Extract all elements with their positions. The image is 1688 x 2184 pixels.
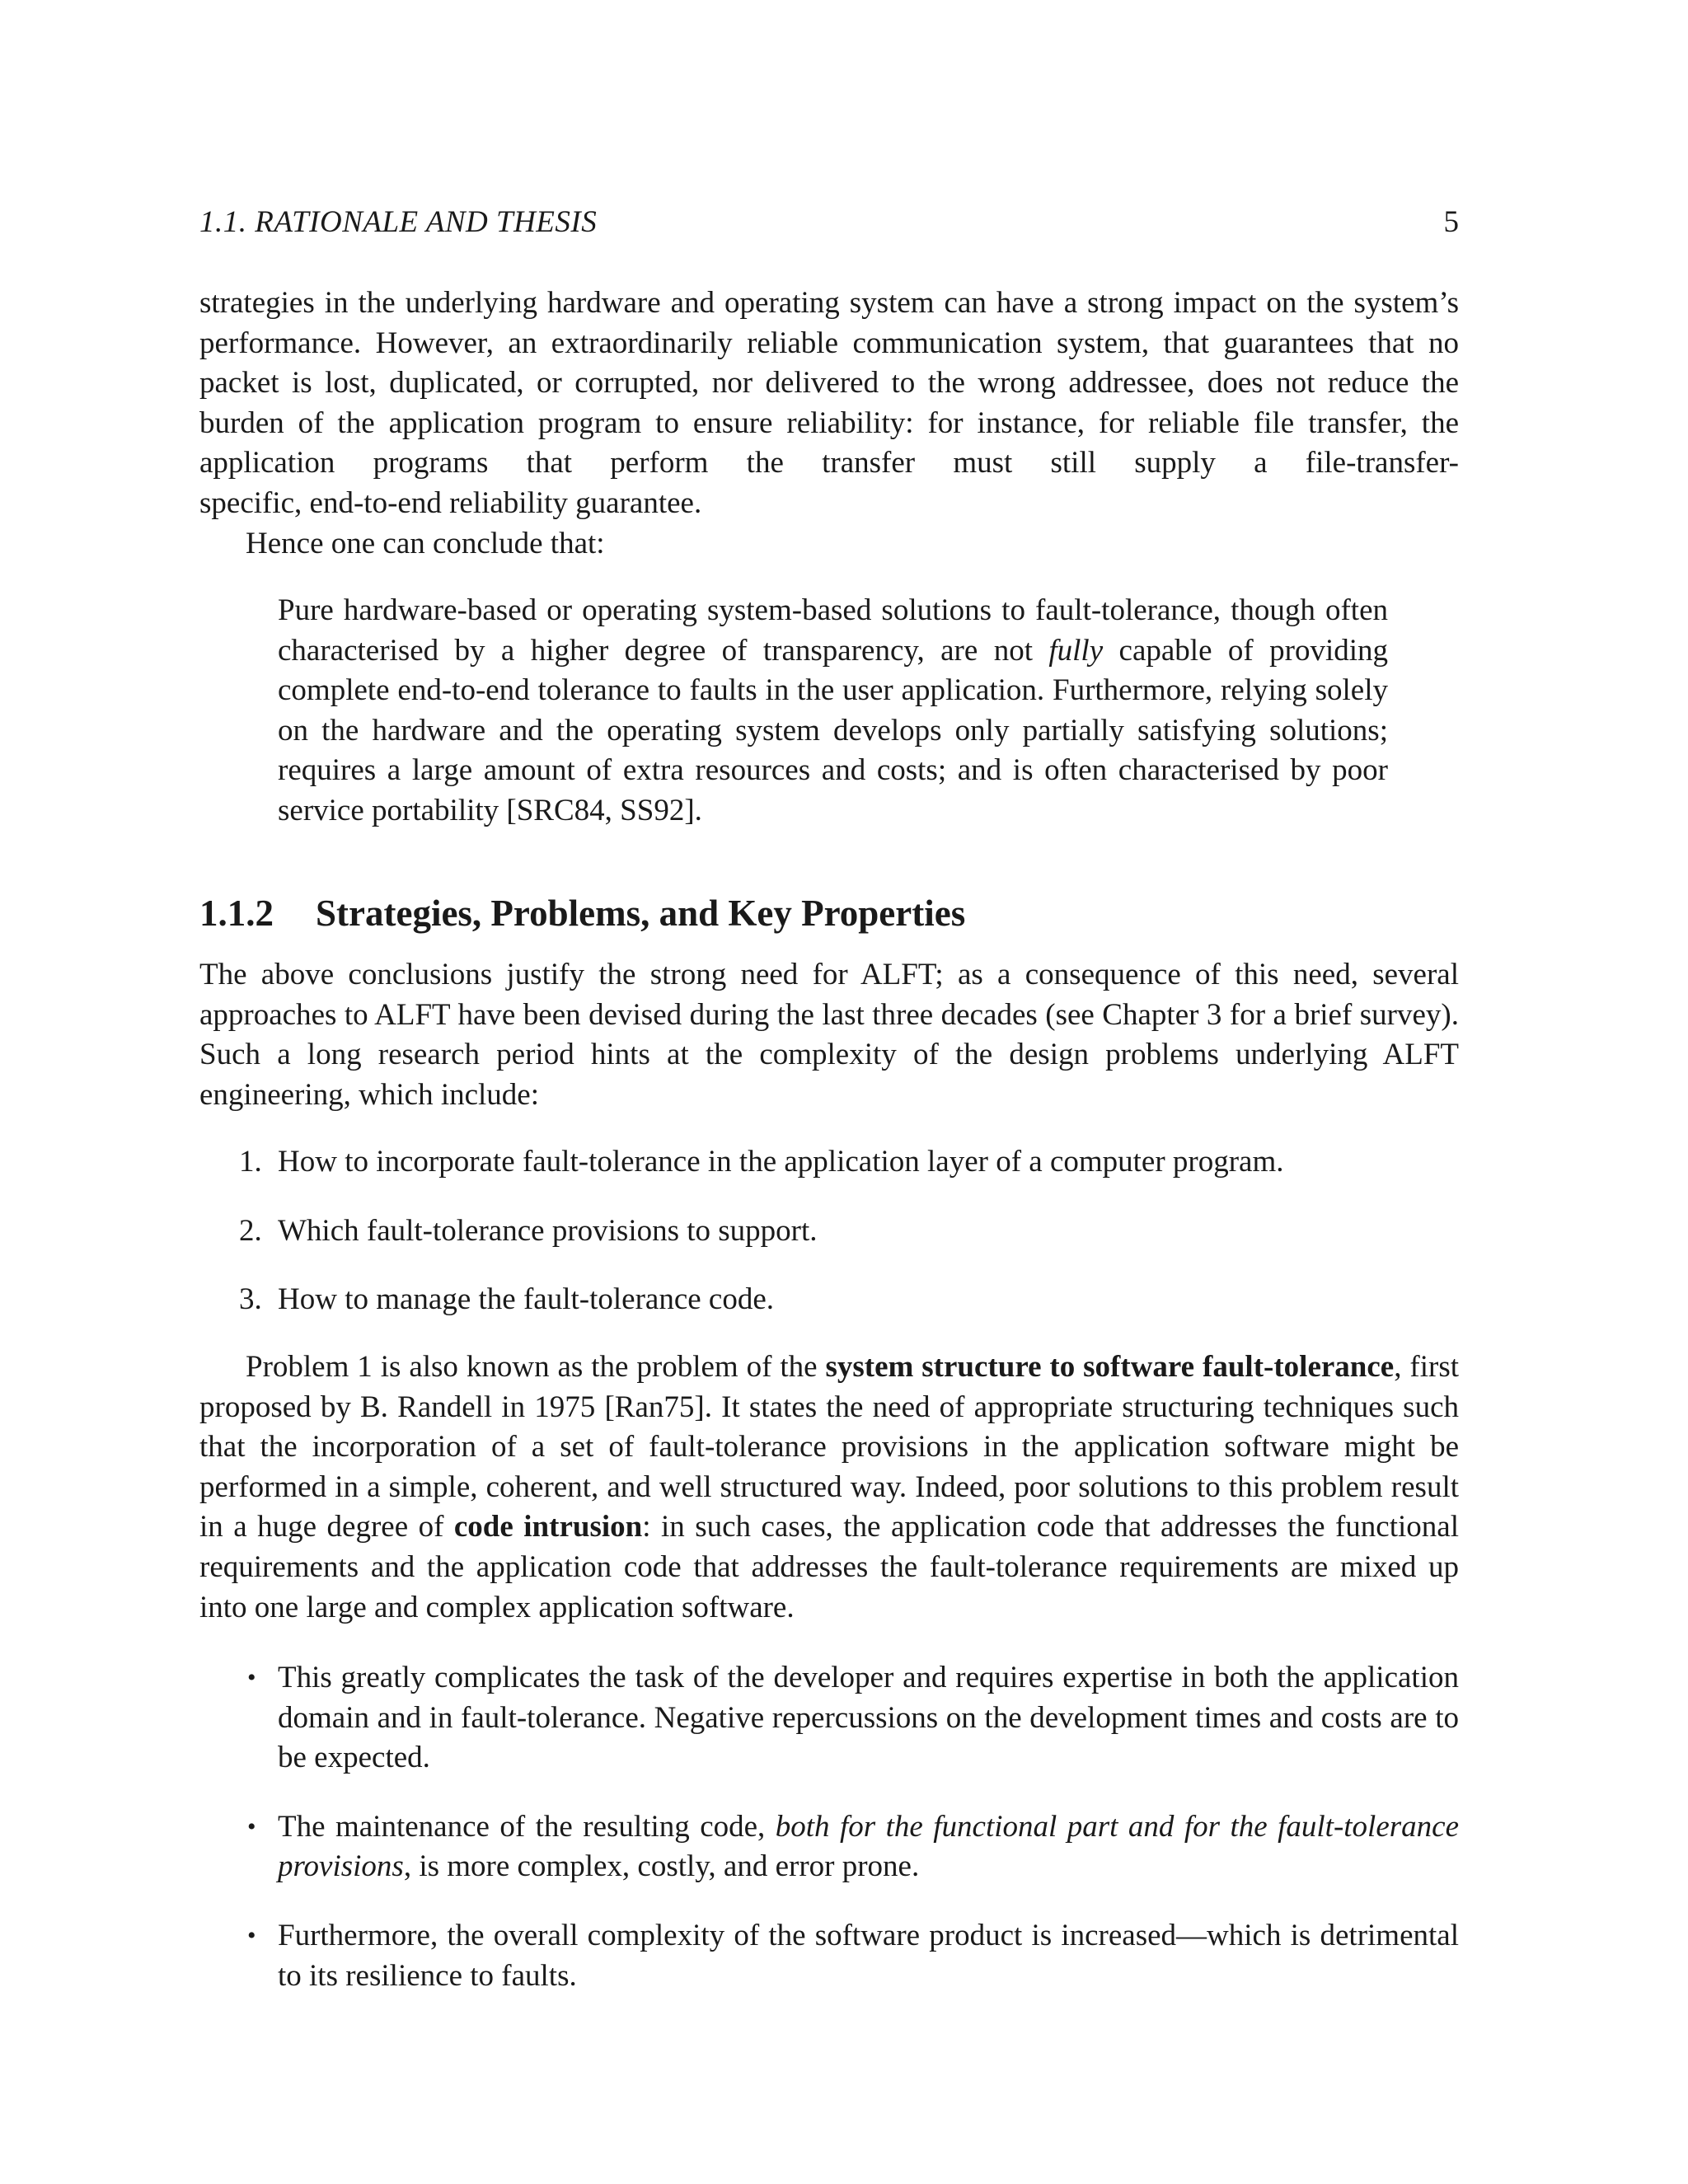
problem-list-item: [199, 1212, 1459, 1252]
problem-list-item: [199, 1142, 1459, 1183]
problem-list-text: How to incorporate fault-tolerance in the application layer of a computer program.: [278, 1145, 1284, 1179]
page-number: 5: [1443, 205, 1459, 239]
bullet-marker: •: [247, 1921, 256, 1949]
consequence-bullet-list: [199, 1658, 1459, 1996]
bullet-marker: •: [247, 1664, 256, 1691]
paragraph-text: , first proposed by B. Randell in 1975 [Ran75]. It states the need of appropriate structuring techniques such that the incorporation of a set of fault-tolerance provisions in the application software might be performed in a simple, coherent, and well structured way. Indeed, poor solutions to this problem result in a huge degree of: [199, 1350, 1459, 1544]
problem-list-marker: 2.: [239, 1213, 262, 1248]
quote-text-start: Pure hardware-based or operating system-based solutions to fault-tolerance, though often characterised by a higher degree of transparency, are not: [278, 593, 1388, 668]
paragraph-intro-text: The above conclusions justify the strong need for ALFT; as a consequence of this need, several approaches to ALFT have been devised during the last three decades (see Chapter 3 for a brief survey). Such a long research period hints at the complexity of the design problems underlying ALFT engineering, which include:: [199, 958, 1459, 1112]
bullet-emphasis: both for the functional part and for the fault-tolerance provisions: [278, 1809, 1459, 1884]
problem-list-text: Which fault-tolerance provisions to support.: [278, 1213, 818, 1248]
bullet-item: [199, 1916, 1459, 1996]
block-quote: [278, 591, 1388, 832]
section-heading: [199, 888, 965, 938]
paragraph-continuation-body: strategies in the underlying hardware and operating system can have a strong impact on the system’s performance. However, an extraordinarily reliable communication system, that guarantees that no packet is lost, duplicated, or corrupted, nor delivered to the wrong addressee, does not reduce the burden of the application program to ensure reliability: for instance, for reliable file transfer, the application programs that perform the transfer must still supply a file-transfer-: [199, 286, 1459, 480]
bold-term-system-structure: system structure to software fault-tolerance: [825, 1350, 1395, 1384]
problem-list: [199, 1142, 1459, 1320]
bullet-item: [199, 1658, 1459, 1779]
bullet-marker: •: [247, 1812, 256, 1840]
paragraph-text: Problem 1 is also known as the problem of the: [246, 1350, 826, 1384]
paragraph-intro: [199, 955, 1459, 1115]
problem-list-marker: 1.: [239, 1145, 262, 1179]
bullet-text: Furthermore, the overall complexity of the software product is increased—which is detrimental to its resilience to faults.: [278, 1918, 1459, 1993]
running-head-title: 1.1. RATIONALE AND THESIS: [199, 205, 598, 239]
bold-term-code-intrusion: code intrusion: [453, 1510, 643, 1544]
paragraph-continuation-last-line: specific, end-to-end reliability guarantee.: [199, 485, 702, 520]
bullet-item: [199, 1807, 1459, 1887]
bullet-text: This greatly complicates the task of the developer and requires expertise in both the application domain and in fault-tolerance. Negative repercussions on the development times and costs are to be expected.: [278, 1661, 1459, 1775]
problem-list-text: How to manage the fault-tolerance code.: [278, 1282, 775, 1317]
running-head: [199, 201, 1459, 244]
paragraph-conclusion-lead: Hence one can conclude that:: [246, 526, 605, 560]
problem-list-marker: 3.: [239, 1282, 262, 1317]
paragraph-code-intrusion: [199, 1347, 1459, 1628]
problem-list-item: [199, 1280, 1459, 1320]
quote-text-end: capable of providing complete end-to-end tolerance to faults in the user application. Furthermore, relying solely on the hardware and the operating system develops only partially satisfying solutions; requires a large amount of extra resources and costs; and is often characterised by poor service portability [SRC84, SS92].: [278, 633, 1389, 827]
paragraph-text: : in such cases, the application code that addresses the functional requirements and the application code that addresses the fault-tolerance requirements are mixed up into one large and complex application software.: [199, 1510, 1459, 1624]
section-number: 1.1.2: [199, 893, 274, 934]
paragraph-continuation: [199, 284, 1459, 564]
quote-emphasis: fully: [1048, 633, 1104, 668]
bullet-text: , is more complex, costly, and error prone.: [403, 1849, 920, 1884]
section-title: Strategies, Problems, and Key Properties: [316, 893, 966, 934]
bullet-text: The maintenance of the resulting code,: [278, 1809, 776, 1844]
